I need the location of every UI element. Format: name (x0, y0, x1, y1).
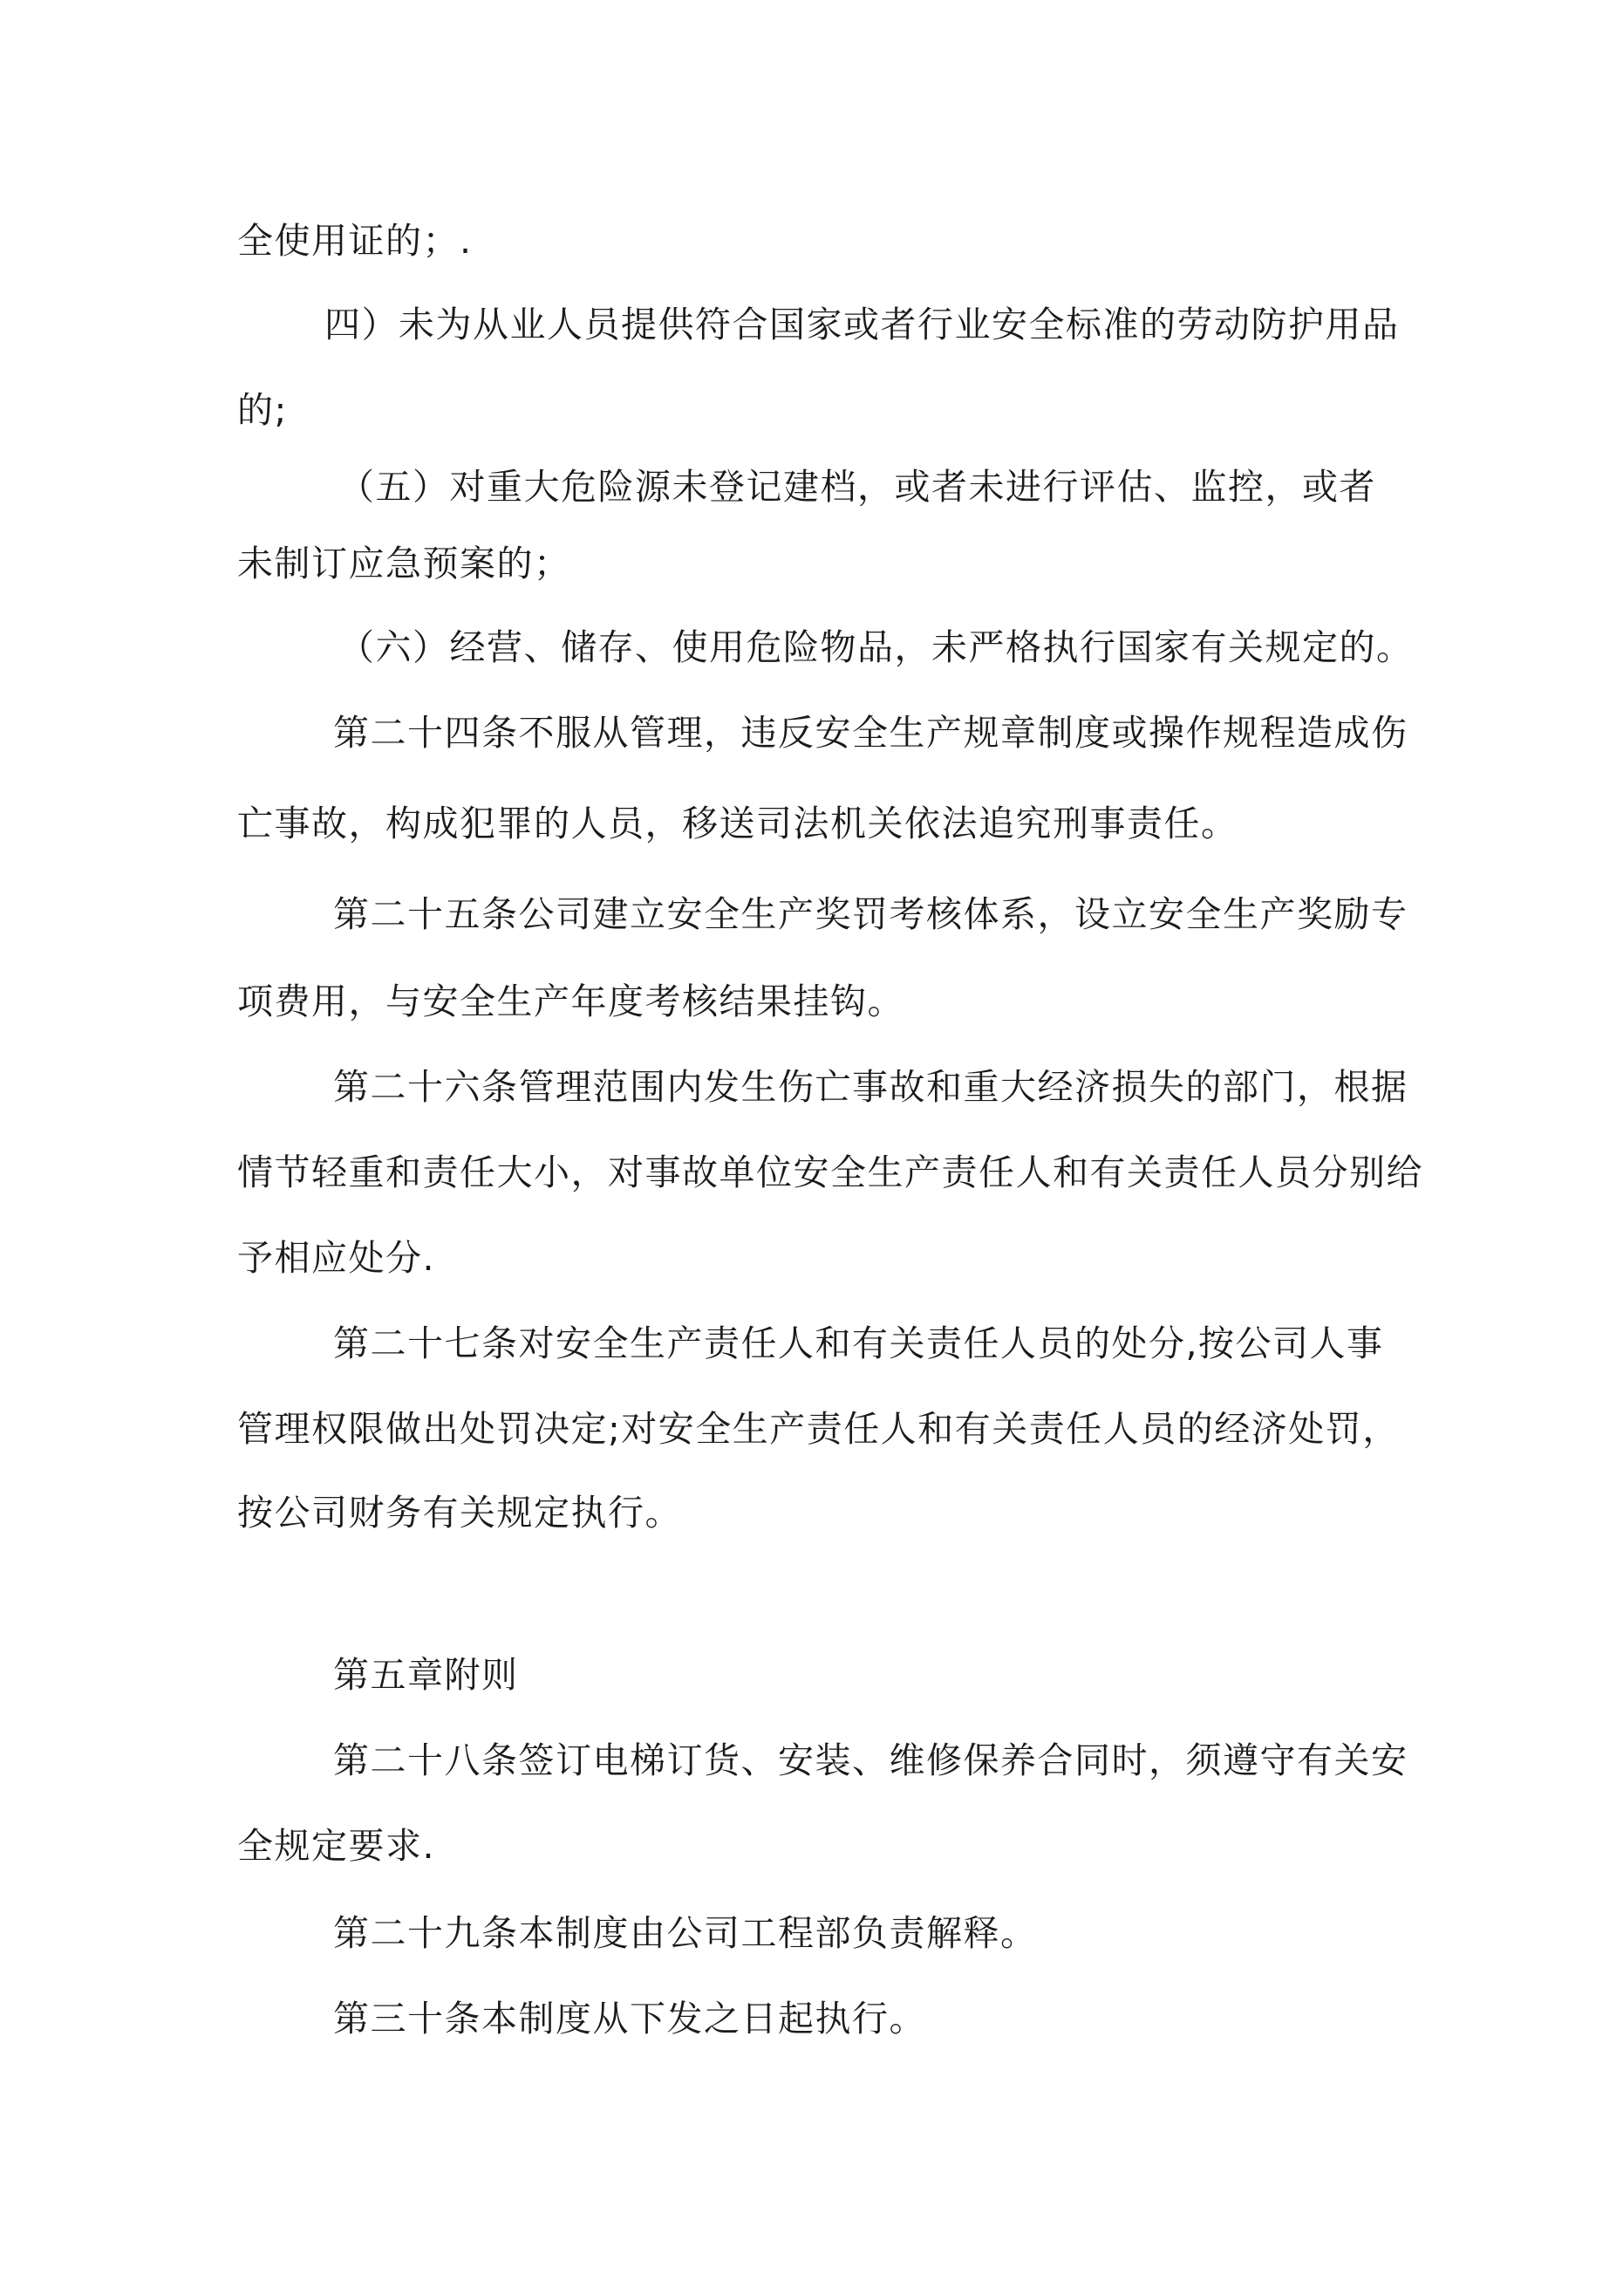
text-line: 亡事故，构成犯罪的人员，移送司法机关依法追究刑事责任。 (237, 803, 1238, 844)
text-line: 全使用证的；. (237, 220, 473, 262)
text-line: 予相应处分. (237, 1237, 436, 1279)
text-line: 按公司财务有关规定执行。 (237, 1492, 682, 1534)
text-line: 全规定要求. (237, 1825, 436, 1867)
text-line: 第二十八条签订电梯订货、安装、维修保养合同时，须遵守有关安 (333, 1739, 1408, 1781)
text-line: 第三十条本制度从下发之日起执行。 (333, 1998, 926, 2040)
chapter-heading: 第五章附则 (333, 1654, 519, 1696)
text-line: 第二十四条不服从管理，违反安全生产规章制度或操作规程造成伤 (333, 712, 1408, 754)
text-line: （五）对重大危险源未登记建档，或者未进行评估、监控，或者 (338, 466, 1376, 508)
text-line: 管理权限做出处罚决定;对安全生产责任人和有关责任人员的经济处罚， (237, 1408, 1400, 1450)
text-line: 未制订应急预案的； (237, 543, 571, 584)
text-line: 第二十六条管理范围内发生伤亡事故和重大经济损失的部门，根据 (333, 1066, 1408, 1108)
text-line: 四）未为从业人员提供符合国家或者行业安全标准的劳动防护用品 (324, 304, 1400, 345)
text-line: 第二十五条公司建立安全生产奖罚考核体系，设立安全生产奖励专 (333, 893, 1408, 935)
text-line: 第二十九条本制度由公司工程部负责解释。 (333, 1912, 1038, 1954)
text-line: 项费用，与安全生产年度考核结果挂钩。 (237, 981, 904, 1022)
text-line: （六）经营、储存、使用危险物品，未严格执行国家有关规定的。 (338, 626, 1414, 668)
text-line: 情节轻重和责任大小，对事故单位安全生产责任人和有关责任人员分别给 (237, 1151, 1423, 1193)
text-line: 的; (237, 389, 288, 431)
text-line: 第二十七条对安全生产责任人和有关责任人员的处分,按公司人事 (333, 1322, 1384, 1364)
